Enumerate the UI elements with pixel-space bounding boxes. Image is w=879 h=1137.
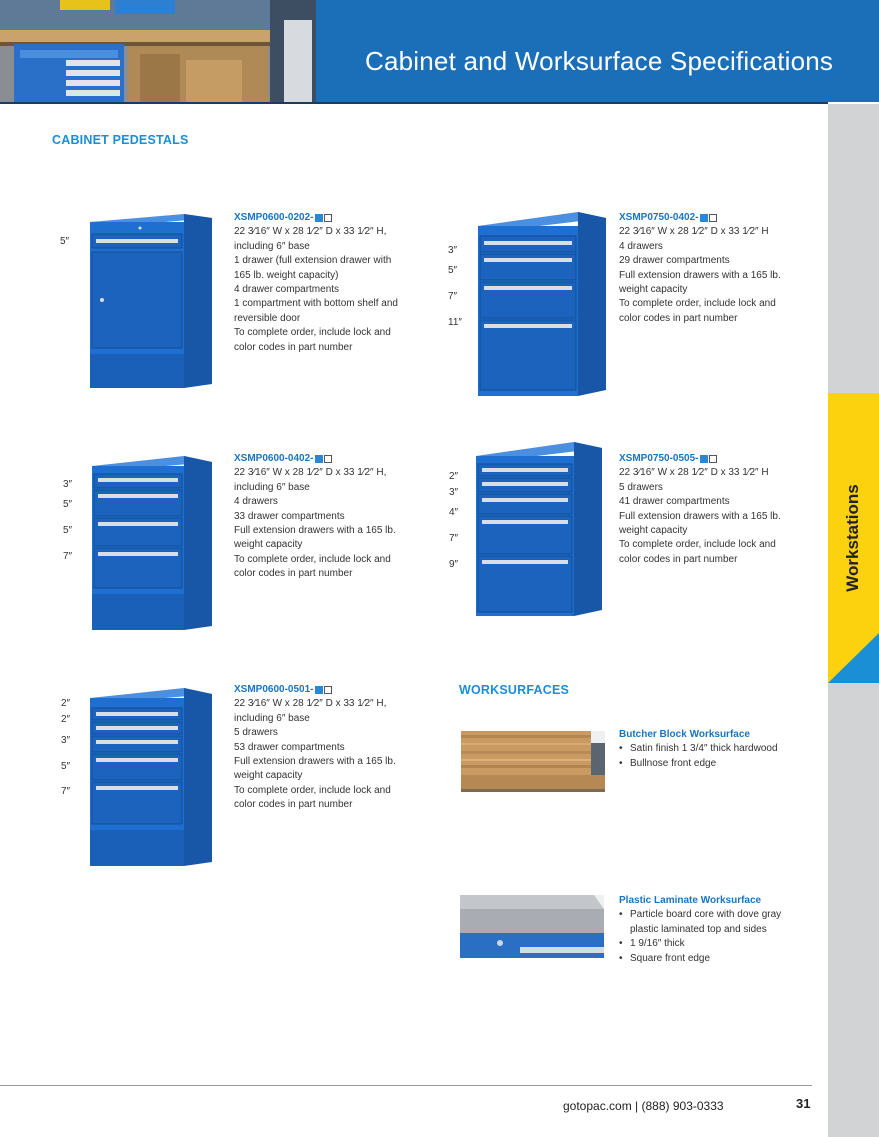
spec-line: color codes in part number (234, 568, 353, 580)
drawer-height-label: 3″ (61, 735, 71, 746)
spec-line: color codes in part number (619, 553, 738, 565)
worksurface-title: Butcher Block Worksurface (619, 729, 750, 740)
spec-line: weight capacity (234, 770, 303, 782)
bullet-text: Bullnose front edge (630, 757, 717, 769)
bullet-icon: • (619, 909, 623, 921)
bullet-text: 1 9/16″ thick (630, 938, 685, 950)
worksurface-spec-butcher-block (619, 728, 804, 771)
cabinet-image-xsmp0600-0202 (88, 208, 214, 388)
spec-line: 53 drawer compartments (234, 741, 345, 753)
bullet-item (619, 937, 804, 951)
drawer-height-label: 7″ (449, 533, 459, 544)
drawer-height-label: 4″ (449, 507, 459, 518)
section-title-cabinet-pedestals: CABINET PEDESTALS (52, 133, 189, 147)
spec-line: 41 drawer compartments (619, 496, 730, 508)
spec-line: weight capacity (619, 284, 688, 296)
spec-line: To complete order, include lock and (234, 784, 391, 796)
worksurface-spec-plastic-laminate (619, 894, 804, 966)
drawer-height-label: 5″ (448, 265, 458, 276)
product-spec-xsmp0600-0402 (234, 452, 419, 582)
product-spec-xsmp0600-0501 (234, 683, 419, 813)
product-model (619, 452, 804, 466)
bullet-text: Satin finish 1 3/4″ thick hardwood (630, 743, 778, 755)
bullet-text: Square front edge (630, 952, 711, 964)
spec-line: including 6″ base (234, 240, 310, 252)
workbench-photo-illustration (0, 0, 316, 102)
spec-line: weight capacity (234, 539, 303, 551)
product-model-number: XSMP0750-0505- (619, 453, 699, 464)
spec-line: Full extension drawers with a 165 lb. (619, 269, 781, 281)
product-spec-xsmp0750-0505 (619, 452, 804, 567)
spec-line: including 6″ base (234, 712, 310, 724)
product-model-number: XSMP0600-0402- (234, 453, 314, 464)
cabinet-image-xsmp0600-0402 (88, 452, 214, 630)
product-model (234, 683, 419, 697)
product-model-number: XSMP0600-0202- (234, 212, 314, 223)
product-model (234, 211, 419, 225)
spec-line: 4 drawer compartments (234, 284, 340, 296)
bullet-icon: • (619, 952, 623, 964)
tab-corner-triangle (828, 633, 879, 683)
spec-line: 33 drawer compartments (234, 510, 345, 522)
color-code-empty-square-icon (324, 455, 332, 463)
page-number: 31 (796, 1096, 811, 1111)
drawer-height-label: 3″ (63, 479, 73, 490)
spec-line: 5 drawers (619, 481, 663, 493)
spec-line: 1 drawer (full extension drawer with (234, 255, 392, 267)
worksurface-title: Plastic Laminate Worksurface (619, 895, 762, 906)
header-divider (0, 102, 828, 104)
spec-line: reversible door (234, 312, 301, 324)
product-model-number: XSMP0750-0402- (619, 212, 699, 223)
bullet-item (619, 742, 804, 756)
drawer-height-label: 5″ (60, 236, 70, 247)
sidebar-tab-label: Workstations (843, 484, 862, 592)
drawer-height-label: 3″ (449, 487, 459, 498)
section-title-worksurfaces: WORKSURFACES (459, 683, 570, 697)
bullet-icon: • (619, 938, 623, 950)
color-code-filled-square-icon (315, 686, 323, 694)
product-model-number: XSMP0600-0501- (234, 684, 314, 695)
drawer-height-label: 5″ (63, 499, 73, 510)
footer-divider (0, 1085, 812, 1086)
drawer-height-label: 7″ (61, 786, 71, 797)
page-title: Cabinet and Worksurface Specifications (365, 46, 834, 76)
product-spec-xsmp0600-0202 (234, 211, 419, 355)
spec-line: Full extension drawers with a 165 lb. (234, 525, 396, 537)
worksurface-bullets (619, 742, 804, 771)
color-code-empty-square-icon (709, 455, 717, 463)
spec-line: To complete order, include lock and (619, 539, 776, 551)
spec-line: 1 compartment with bottom shelf and (234, 298, 398, 310)
plastic-laminate-image (460, 895, 604, 958)
spec-line: 165 lb. weight capacity) (234, 269, 339, 281)
drawer-height-label: 5″ (63, 525, 73, 536)
product-spec-xsmp0750-0402 (619, 211, 804, 326)
drawer-height-label: 3″ (448, 245, 458, 256)
color-code-empty-square-icon (709, 214, 717, 222)
spec-line: color codes in part number (234, 799, 353, 811)
drawer-height-label: 7″ (63, 551, 73, 562)
color-code-empty-square-icon (324, 686, 332, 694)
drawer-height-label: 7″ (448, 291, 458, 302)
product-model (619, 211, 804, 225)
spec-line: 29 drawer compartments (619, 255, 730, 267)
spec-line: 22 3⁄16″ W x 28 1⁄2″ D x 33 1⁄2″ H (619, 226, 769, 238)
color-code-filled-square-icon (700, 214, 708, 222)
bullet-icon: • (619, 743, 623, 755)
spec-line: To complete order, include lock and (234, 327, 391, 339)
drawer-height-label: 2″ (61, 714, 71, 725)
spec-line: color codes in part number (619, 312, 738, 324)
spec-line: Full extension drawers with a 165 lb. (234, 756, 396, 768)
product-model (234, 452, 419, 466)
spec-line: To complete order, include lock and (234, 553, 391, 565)
cabinet-image-xsmp0600-0501 (88, 684, 214, 866)
drawer-height-label: 9″ (449, 559, 459, 570)
spec-line: 22 3⁄16″ W x 28 1⁄2″ D x 33 1⁄2″ H, (234, 698, 387, 710)
spec-line: 22 3⁄16″ W x 28 1⁄2″ D x 33 1⁄2″ H, (234, 226, 387, 238)
color-code-filled-square-icon (700, 455, 708, 463)
spec-line: color codes in part number (234, 341, 353, 353)
color-code-filled-square-icon (315, 214, 323, 222)
bullet-item (619, 908, 804, 937)
drawer-height-label: 2″ (449, 471, 459, 482)
bullet-item (619, 757, 804, 771)
cabinet-image-xsmp0750-0505 (474, 438, 604, 616)
spec-line: including 6″ base (234, 481, 310, 493)
spec-line: Full extension drawers with a 165 lb. (619, 510, 781, 522)
color-code-empty-square-icon (324, 214, 332, 222)
bullet-text: Particle board core with dove gray plastic laminated top and sides (630, 909, 782, 935)
spec-line: To complete order, include lock and (619, 298, 776, 310)
spec-line: 5 drawers (234, 727, 278, 739)
header-photo (0, 0, 316, 102)
spec-line: 4 drawers (234, 496, 278, 508)
drawer-height-label: 11″ (448, 317, 462, 328)
color-code-filled-square-icon (315, 455, 323, 463)
bullet-item (619, 952, 804, 966)
spec-line: weight capacity (619, 525, 688, 537)
drawer-height-label: 5″ (61, 761, 71, 772)
drawer-height-label: 2″ (61, 698, 71, 709)
worksurface-bullets (619, 908, 804, 966)
spec-line: 22 3⁄16″ W x 28 1⁄2″ D x 33 1⁄2″ H (619, 467, 769, 479)
spec-line: 22 3⁄16″ W x 28 1⁄2″ D x 33 1⁄2″ H, (234, 467, 387, 479)
butcher-block-image (461, 731, 605, 792)
cabinet-image-xsmp0750-0402 (474, 206, 608, 396)
spec-line: 4 drawers (619, 240, 663, 252)
footer-contact[interactable]: gotopac.com | (888) 903-0333 (563, 1099, 724, 1113)
bullet-icon: • (619, 757, 623, 769)
